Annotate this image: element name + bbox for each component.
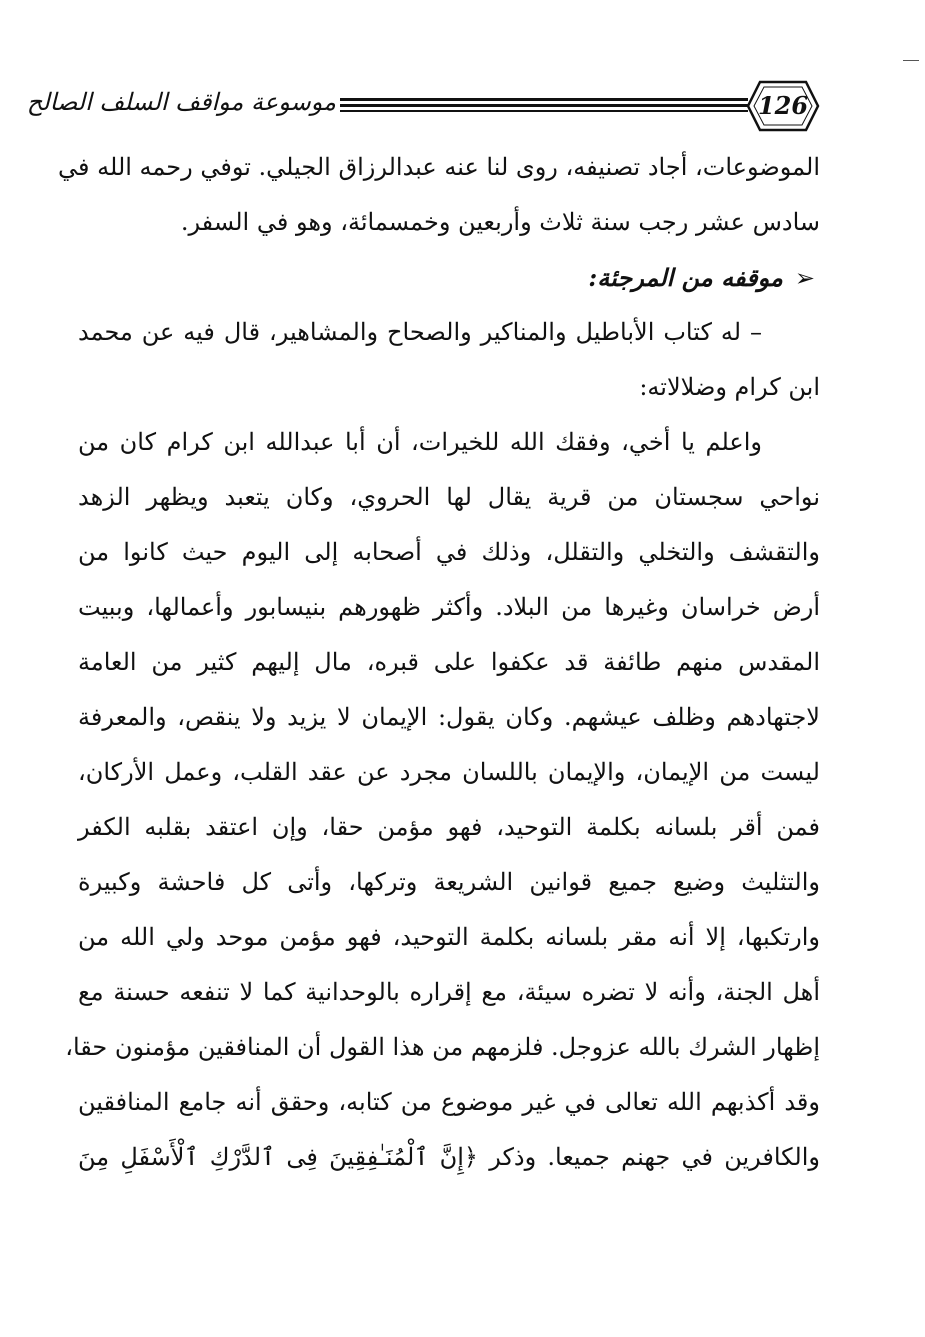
text-line: فمن أقر بلسانه بكلمة التوحيد، فهو مؤمن حقا، وإن اعتقد بقلبه الكفر <box>78 813 820 841</box>
text-line: ليست من الإيمان، والإيمان باللسان مجرد عن عقد القلب، وعمل الأركان، <box>78 758 820 786</box>
text-line: أرض خراسان وغيرها من البلاد. وأكثر ظهورهم بنيسابور وأعمالها، وببيت <box>78 593 820 621</box>
quran-citation-line: والكافرين في جهنم جميعا. وذكر ﴿إِنَّ ٱلْمُنَـٰفِقِينَ فِى ٱلدَّرْكِ ٱلْأَسْفَلِ مِنَ <box>78 1143 820 1171</box>
text-line: والتثليث وضيع جميع قوانين الشريعة وتركها، وأتى كل فاحشة وكبيرة <box>78 868 820 896</box>
text-line: سادس عشر رجب سنة ثلاث وأربعين وخمسمائة، وهو في السفر. <box>180 208 820 236</box>
page-number: 126 <box>757 91 809 120</box>
page-header <box>26 78 820 134</box>
text-line: – له كتاب الأباطيل والمناكير والصحاح والمشاهير، قال فيه عن محمد <box>78 318 762 346</box>
body-text <box>58 140 820 1185</box>
text-line: لاجتهادهم وظلف عيشهم. وكان يقول: الإيمان لا يزيد ولا ينقص، والمعرفة <box>78 703 820 731</box>
text-line: والتقشف والتخلي والتقلل، وذلك في أصحابه إلى اليوم حيث كانوا من <box>78 538 820 566</box>
text-line: الموضوعات، أجاد تصنيفه، روى لنا عنه عبدالرزاق الجيلي. توفي رحمه الله في <box>58 153 820 181</box>
text-line: المقدس منهم طائفة قد عكفوا على قبره، مال إليهم كثير من العامة <box>78 648 820 676</box>
arrow-bullet-icon: ➢ <box>794 264 815 292</box>
text-line: إظهار الشرك بالله عزوجل. فلزمهم من هذا القول أن المنافقين مؤمنون حقا، <box>65 1033 820 1061</box>
header-rule <box>340 98 748 112</box>
text-line: وارتكبها، إلا أنه مقر بلسانه بكلمة التوحيد، فهو مؤمن موحد ولي الله من <box>78 923 820 951</box>
running-title: موسوعة مواقف السلف الصالح <box>26 88 336 116</box>
page-number-badge <box>746 78 820 134</box>
text-line: أهل الجنة، وأنه لا تضره سيئة، مع إقراره بالوحدانية كما لا تنفعه حسنة مع <box>78 978 820 1006</box>
section-heading <box>78 250 820 305</box>
text-line: وقد أكذبهم الله تعالى في غير موضوع من كتابه، وحقق أنه جامع المنافقين <box>78 1088 820 1116</box>
page-corner-mark <box>903 60 919 61</box>
text-line: نواحي سجستان من قرية يقال لها الحروي، وكان يتعبد ويظهر الزهد <box>78 483 820 511</box>
text-line: واعلم يا أخي، وفقك الله للخيرات، أن أبا عبدالله ابن كرام كان من <box>78 428 762 456</box>
text-line: ابن كرام وضلالاته: <box>639 373 820 401</box>
section-heading-text: موقفه من المرجئة: <box>588 263 783 292</box>
